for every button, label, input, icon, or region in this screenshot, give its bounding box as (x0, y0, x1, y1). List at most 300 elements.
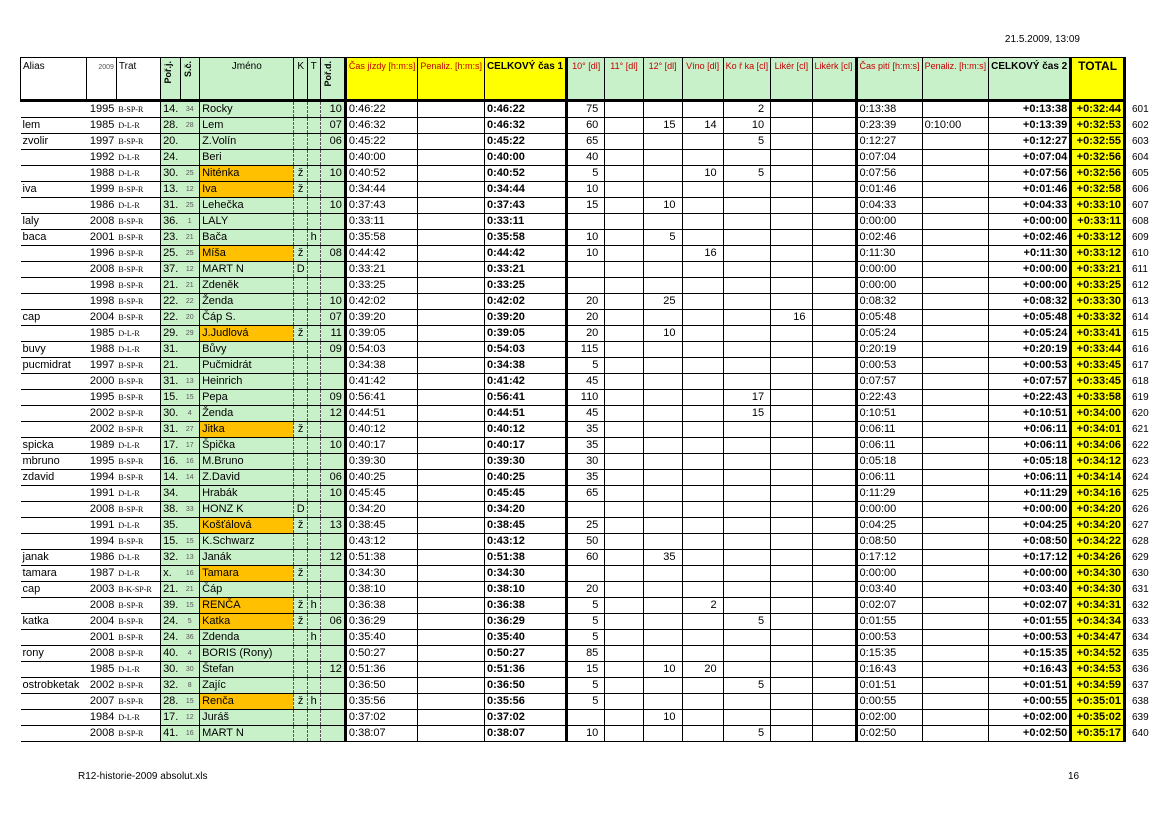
d11-cell (605, 582, 643, 598)
table-row (21, 454, 1158, 470)
total-cell: +0:34:20 (1071, 502, 1125, 518)
name-cell: MART N (200, 262, 294, 278)
name-cell: Iva (200, 182, 294, 198)
liker-cell (771, 422, 812, 438)
trat-cell: D-L-R (116, 166, 160, 182)
year-cell: 1985 (86, 662, 116, 678)
year-cell: 1988 (86, 166, 116, 182)
t-cell (307, 101, 320, 118)
trat-cell: B-SP-R (116, 278, 160, 294)
cas-piti-cell: 0:05:18 (856, 454, 922, 470)
cas-jizdy-cell: 0:36:50 (345, 678, 418, 694)
row-number: 603 (1132, 136, 1149, 147)
d11-cell (605, 726, 643, 742)
penaliz-cell (418, 630, 485, 646)
k-cell (294, 374, 307, 390)
alias-cell (21, 486, 87, 502)
t-cell (307, 422, 320, 438)
row-number: 602 (1132, 120, 1149, 131)
row-number: 622 (1132, 440, 1149, 451)
celkovy-2-cell: +0:02:46 (989, 230, 1071, 246)
celkovy-1-cell: 0:44:51 (484, 406, 566, 422)
d10-cell (567, 502, 605, 518)
alias-cell: cap (21, 310, 87, 326)
sc-cell: 1 (180, 214, 199, 230)
likerk-cell (812, 358, 856, 374)
alias-cell (21, 326, 87, 342)
por-d-cell: 10 (320, 438, 345, 454)
year-cell: 2001 (86, 630, 116, 646)
celkovy-2-cell: +0:06:11 (989, 438, 1071, 454)
k-cell (294, 118, 307, 134)
likerk-cell (812, 502, 856, 518)
vino-cell (682, 390, 723, 406)
d12-cell (643, 534, 682, 550)
likerk-cell (812, 486, 856, 502)
alias-cell: tamara (21, 566, 87, 582)
liker-cell (771, 630, 812, 646)
table-row (21, 518, 1158, 534)
d11-cell (605, 422, 643, 438)
row-number: 617 (1132, 360, 1149, 371)
row-number: 612 (1132, 280, 1149, 291)
celkovy-1-cell: 0:50:27 (484, 646, 566, 662)
penaliz-2-cell (922, 326, 989, 342)
t-cell (307, 582, 320, 598)
cas-piti-cell: 0:23:39 (856, 118, 922, 134)
cas-jizdy-cell: 0:37:43 (345, 198, 418, 214)
name-cell: Niténka (200, 166, 294, 182)
d12-cell (643, 182, 682, 198)
total-cell: +0:35:01 (1071, 694, 1125, 710)
likerk-cell (812, 598, 856, 614)
row-number: 632 (1132, 600, 1149, 611)
sc-cell: 33 (180, 502, 199, 518)
por-d-cell: 11 (320, 326, 345, 342)
penaliz-2-cell (922, 101, 989, 118)
year-cell: 1991 (86, 518, 116, 534)
trat-cell: B-SP-R (116, 406, 160, 422)
por-j-cell: 24. (161, 630, 181, 646)
likerk-cell (812, 662, 856, 678)
total-cell: +0:33:11 (1071, 214, 1125, 230)
penaliz-cell (418, 278, 485, 294)
penaliz-2-cell (922, 294, 989, 310)
cas-piti-cell: 0:07:56 (856, 166, 922, 182)
penaliz-2-cell (922, 662, 989, 678)
por-j-cell: 21. (161, 358, 181, 374)
penaliz-2-cell (922, 214, 989, 230)
trat-cell: B-SP-R (116, 678, 160, 694)
d12-cell: 15 (643, 118, 682, 134)
sc-cell (180, 486, 199, 502)
celkovy-2-cell: +0:08:50 (989, 534, 1071, 550)
table-row (21, 101, 1158, 118)
likerk-cell (812, 518, 856, 534)
por-d-cell (320, 678, 345, 694)
d11-cell (605, 230, 643, 246)
trat-cell: D-L-R (116, 518, 160, 534)
penaliz-2-cell (922, 582, 989, 598)
t-cell (307, 182, 320, 198)
year-cell: 2008 (86, 502, 116, 518)
cas-jizdy-cell: 0:35:40 (345, 630, 418, 646)
total-cell: +0:34:52 (1071, 646, 1125, 662)
penaliz-cell (418, 214, 485, 230)
alias-cell: pucmidrat (21, 358, 87, 374)
table-row (21, 214, 1158, 230)
name-cell: LALY (200, 214, 294, 230)
likerk-cell (812, 150, 856, 166)
cas-jizdy-cell: 0:51:38 (345, 550, 418, 566)
total-cell: +0:35:17 (1071, 726, 1125, 742)
t-cell (307, 166, 320, 182)
korka-cell: 15 (723, 406, 771, 422)
celkovy-2-cell: +0:01:51 (989, 678, 1071, 694)
cas-piti-cell: 0:02:00 (856, 710, 922, 726)
penaliz-cell (418, 150, 485, 166)
k-cell (294, 454, 307, 470)
por-j-cell: 34. (161, 486, 181, 502)
total-cell: +0:34:26 (1071, 550, 1125, 566)
vino-cell (682, 566, 723, 582)
k-cell (294, 198, 307, 214)
d12-cell: 35 (643, 550, 682, 566)
d10-cell: 5 (567, 166, 605, 182)
k-cell (294, 486, 307, 502)
vino-cell (682, 486, 723, 502)
cas-piti-cell: 0:12:27 (856, 134, 922, 150)
likerk-cell (812, 646, 856, 662)
celkovy-2-cell: +0:07:57 (989, 374, 1071, 390)
korka-cell (723, 262, 771, 278)
d11-cell (605, 310, 643, 326)
table-row (21, 726, 1158, 742)
trat-cell: B-SP-R (116, 390, 160, 406)
por-j-cell: 17. (161, 438, 181, 454)
total-cell: +0:34:14 (1071, 470, 1125, 486)
table-row (21, 198, 1158, 214)
cas-jizdy-cell: 0:33:25 (345, 278, 418, 294)
korka-cell (723, 310, 771, 326)
name-cell: K.Schwarz (200, 534, 294, 550)
total-cell: +0:34:47 (1071, 630, 1125, 646)
liker-cell (771, 374, 812, 390)
t-cell: h (307, 694, 320, 710)
por-d-cell (320, 566, 345, 582)
celkovy-2-cell: +0:03:40 (989, 582, 1071, 598)
por-d-cell: 10 (320, 101, 345, 118)
k-cell (294, 310, 307, 326)
t-cell (307, 678, 320, 694)
por-d-cell (320, 182, 345, 198)
cas-piti-cell: 0:00:55 (856, 694, 922, 710)
d10-cell: 20 (567, 294, 605, 310)
row-number: 607 (1132, 200, 1149, 211)
celkovy-1-cell: 0:40:25 (484, 470, 566, 486)
cas-piti-cell: 0:04:33 (856, 198, 922, 214)
year-cell: 1995 (86, 454, 116, 470)
header-korka: Ko ř ka [cl] (723, 58, 771, 101)
alias-cell (21, 598, 87, 614)
likerk-cell (812, 182, 856, 198)
row-number: 636 (1132, 664, 1149, 675)
k-cell: ž (294, 326, 307, 342)
korka-cell (723, 630, 771, 646)
trat-cell: B-SP-R (116, 502, 160, 518)
celkovy-2-cell: +0:07:04 (989, 150, 1071, 166)
t-cell (307, 518, 320, 534)
por-d-cell (320, 422, 345, 438)
trat-cell: D-L-R (116, 438, 160, 454)
vino-cell (682, 230, 723, 246)
korka-cell (723, 550, 771, 566)
likerk-cell (812, 374, 856, 390)
alias-cell (21, 262, 87, 278)
header-celkovy-1: CELKOVÝ čas 1 (484, 58, 566, 101)
k-cell (294, 278, 307, 294)
sc-cell (180, 134, 199, 150)
trat-cell: B-SP-R (116, 230, 160, 246)
sc-cell: 12 (180, 182, 199, 198)
likerk-cell (812, 422, 856, 438)
cas-jizdy-cell: 0:35:56 (345, 694, 418, 710)
celkovy-1-cell: 0:43:12 (484, 534, 566, 550)
year-cell: 2002 (86, 406, 116, 422)
por-d-cell (320, 694, 345, 710)
table-row (21, 310, 1158, 326)
penaliz-cell (418, 598, 485, 614)
trat-cell: D-L-R (116, 486, 160, 502)
k-cell (294, 101, 307, 118)
d10-cell: 60 (567, 118, 605, 134)
penaliz-2-cell (922, 374, 989, 390)
row-number: 626 (1132, 504, 1149, 515)
celkovy-1-cell: 0:36:29 (484, 614, 566, 630)
celkovy-1-cell: 0:40:17 (484, 438, 566, 454)
row-number: 639 (1132, 712, 1149, 723)
penaliz-cell (418, 198, 485, 214)
t-cell (307, 486, 320, 502)
celkovy-2-cell: +0:16:43 (989, 662, 1071, 678)
d10-cell: 35 (567, 422, 605, 438)
d10-cell: 5 (567, 358, 605, 374)
name-cell: Zajíc (200, 678, 294, 694)
trat-cell: B-SP-R (116, 214, 160, 230)
likerk-cell (812, 262, 856, 278)
vino-cell (682, 214, 723, 230)
d11-cell (605, 470, 643, 486)
likerk-cell (812, 198, 856, 214)
celkovy-1-cell: 0:34:38 (484, 358, 566, 374)
alias-cell: laly (21, 214, 87, 230)
row-number: 619 (1132, 392, 1149, 403)
table-row (21, 262, 1158, 278)
penaliz-cell (418, 101, 485, 118)
name-cell: Zdeněk (200, 278, 294, 294)
por-j-cell: 31. (161, 342, 181, 358)
name-cell: Z.David (200, 470, 294, 486)
penaliz-2-cell (922, 182, 989, 198)
penaliz-2-cell (922, 614, 989, 630)
d11-cell (605, 502, 643, 518)
d12-cell: 10 (643, 662, 682, 678)
celkovy-1-cell: 0:39:05 (484, 326, 566, 342)
por-d-cell (320, 502, 345, 518)
total-cell: +0:32:55 (1071, 134, 1125, 150)
total-cell: +0:33:41 (1071, 326, 1125, 342)
cas-piti-cell: 0:05:24 (856, 326, 922, 342)
korka-cell (723, 150, 771, 166)
liker-cell (771, 166, 812, 182)
penaliz-2-cell (922, 166, 989, 182)
likerk-cell (812, 246, 856, 262)
por-d-cell: 07 (320, 118, 345, 134)
table-row (21, 278, 1158, 294)
trat-cell: B-SP-R (116, 694, 160, 710)
d10-cell: 5 (567, 694, 605, 710)
penaliz-cell (418, 614, 485, 630)
likerk-cell (812, 694, 856, 710)
sc-cell: 4 (180, 406, 199, 422)
korka-cell (723, 502, 771, 518)
cas-piti-cell: 0:08:50 (856, 534, 922, 550)
k-cell: ž (294, 166, 307, 182)
cas-piti-cell: 0:00:00 (856, 262, 922, 278)
sc-cell: 25 (180, 198, 199, 214)
liker-cell (771, 198, 812, 214)
penaliz-cell (418, 534, 485, 550)
celkovy-1-cell: 0:35:56 (484, 694, 566, 710)
cas-jizdy-cell: 0:38:07 (345, 726, 418, 742)
row-number: 608 (1132, 216, 1149, 227)
sc-cell: 21 (180, 582, 199, 598)
por-d-cell: 06 (320, 134, 345, 150)
liker-cell (771, 662, 812, 678)
table-row (21, 710, 1158, 726)
alias-cell (21, 150, 87, 166)
vino-cell (682, 134, 723, 150)
header-sc: S.č. (180, 58, 199, 101)
k-cell (294, 390, 307, 406)
penaliz-2-cell (922, 262, 989, 278)
liker-cell: 16 (771, 310, 812, 326)
sc-cell: 15 (180, 694, 199, 710)
table-row (21, 422, 1158, 438)
cas-piti-cell: 0:00:53 (856, 630, 922, 646)
row-number: 604 (1132, 152, 1149, 163)
cas-piti-cell: 0:06:11 (856, 470, 922, 486)
cas-jizdy-cell: 0:33:11 (345, 214, 418, 230)
d11-cell (605, 550, 643, 566)
por-d-cell: 12 (320, 550, 345, 566)
alias-cell: iva (21, 182, 87, 198)
d12-cell (643, 166, 682, 182)
k-cell (294, 582, 307, 598)
t-cell: h (307, 230, 320, 246)
celkovy-2-cell: +0:05:48 (989, 310, 1071, 326)
cas-piti-cell: 0:22:43 (856, 390, 922, 406)
liker-cell (771, 486, 812, 502)
liker-cell (771, 118, 812, 134)
sc-cell: 5 (180, 614, 199, 630)
name-cell: Lehečka (200, 198, 294, 214)
por-j-cell: 24. (161, 150, 181, 166)
t-cell (307, 294, 320, 310)
penaliz-cell (418, 678, 485, 694)
por-d-cell: 12 (320, 406, 345, 422)
alias-cell (21, 294, 87, 310)
por-d-cell (320, 710, 345, 726)
penaliz-2-cell (922, 678, 989, 694)
name-cell: Z.Volín (200, 134, 294, 150)
d10-cell: 45 (567, 406, 605, 422)
d12-cell (643, 278, 682, 294)
alias-cell: ostrobketak (21, 678, 87, 694)
liker-cell (771, 294, 812, 310)
row-number: 631 (1132, 584, 1149, 595)
celkovy-2-cell: +0:00:55 (989, 694, 1071, 710)
name-cell: Špička (200, 438, 294, 454)
d10-cell (567, 214, 605, 230)
d10-cell: 45 (567, 374, 605, 390)
year-cell: 1987 (86, 566, 116, 582)
year-cell: 2001 (86, 230, 116, 246)
d11-cell (605, 390, 643, 406)
alias-cell (21, 502, 87, 518)
cas-jizdy-cell: 0:34:44 (345, 182, 418, 198)
penaliz-2-cell (922, 310, 989, 326)
por-d-cell: 07 (320, 310, 345, 326)
likerk-cell (812, 438, 856, 454)
cas-piti-cell: 0:07:04 (856, 150, 922, 166)
table-row (21, 150, 1158, 166)
d12-cell (643, 101, 682, 118)
d10-cell: 50 (567, 534, 605, 550)
alias-cell (21, 662, 87, 678)
total-cell: +0:34:22 (1071, 534, 1125, 550)
d12-cell: 5 (643, 230, 682, 246)
name-cell: Pučmidrát (200, 358, 294, 374)
penaliz-2-cell (922, 518, 989, 534)
liker-cell (771, 214, 812, 230)
korka-cell: 2 (723, 101, 771, 118)
total-cell: +0:34:59 (1071, 678, 1125, 694)
k-cell (294, 710, 307, 726)
name-cell: Hrabák (200, 486, 294, 502)
cas-piti-cell: 0:03:40 (856, 582, 922, 598)
cas-piti-cell: 0:05:48 (856, 310, 922, 326)
korka-cell (723, 582, 771, 598)
vino-cell: 14 (682, 118, 723, 134)
d10-cell: 30 (567, 454, 605, 470)
penaliz-cell (418, 486, 485, 502)
likerk-cell (812, 630, 856, 646)
trat-cell: B-K-SP-R (116, 582, 160, 598)
vino-cell (682, 262, 723, 278)
sc-cell: 15 (180, 534, 199, 550)
d11-cell (605, 262, 643, 278)
k-cell (294, 294, 307, 310)
penaliz-cell (418, 566, 485, 582)
liker-cell (771, 438, 812, 454)
por-j-cell: 31. (161, 422, 181, 438)
cas-jizdy-cell: 0:39:20 (345, 310, 418, 326)
korka-cell: 10 (723, 118, 771, 134)
name-cell: Čáp (200, 582, 294, 598)
penaliz-2-cell (922, 726, 989, 742)
name-cell: MART N (200, 726, 294, 742)
